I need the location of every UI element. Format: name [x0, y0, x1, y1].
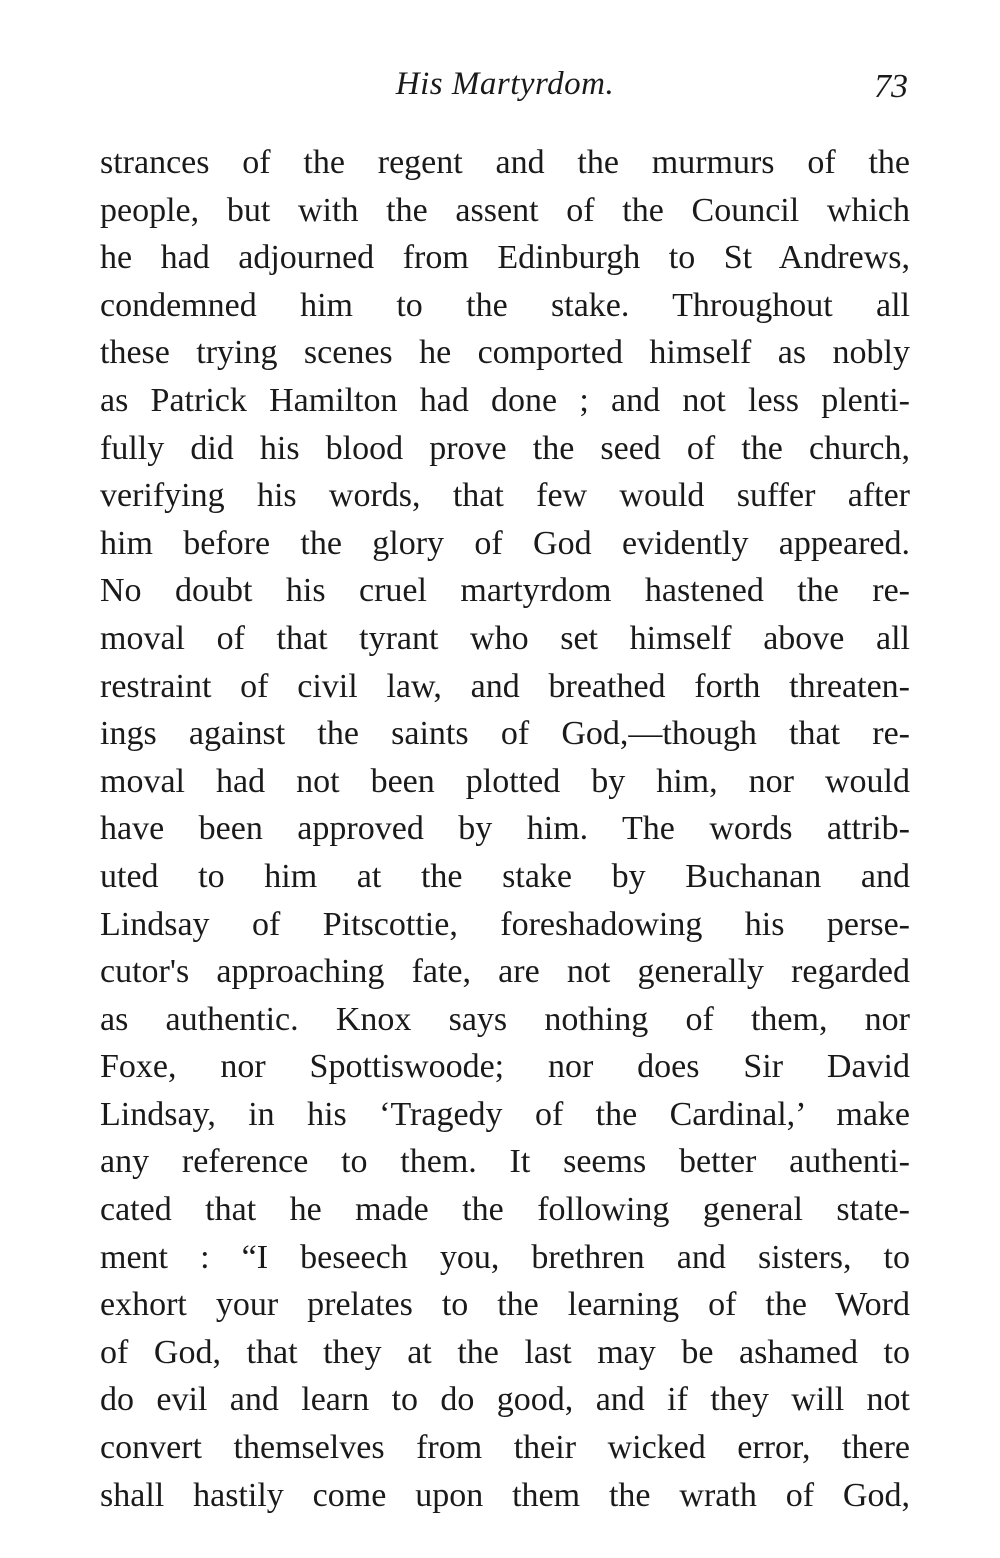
- text-line: fully did his blood prove the seed of the church,: [100, 429, 910, 467]
- text-line: cated that he made the following general state-: [100, 1191, 910, 1229]
- text-line: as authentic. Knox says nothing of them, nor: [100, 1000, 910, 1038]
- running-head: [100, 66, 910, 116]
- text-line: restraint of civil law, and breathed forth threaten-: [100, 667, 910, 705]
- body-text: [100, 139, 910, 1519]
- text-line: shall hastily come upon them the wrath of God,: [100, 1476, 910, 1514]
- text-line: ings against the saints of God,—though that re-: [100, 715, 910, 753]
- text-line: he had adjourned from Edinburgh to St Andrews,: [100, 239, 910, 277]
- text-line: verifying his words, that few would suffer after: [100, 477, 910, 515]
- running-title: His Martyrdom.: [395, 66, 615, 102]
- text-line: do evil and learn to do good, and if they will not: [100, 1381, 910, 1419]
- text-line: cutor's approaching fate, are not generally regarded: [100, 953, 910, 991]
- text-line: ment : “I beseech you, brethren and sisters, to: [100, 1238, 910, 1276]
- text-line: these trying scenes he comported himself as nobly: [100, 334, 910, 372]
- text-line: as Patrick Hamilton had done ; and not less plenti-: [100, 381, 910, 419]
- text-line: strances of the regent and the murmurs of the: [100, 144, 910, 181]
- text-line: people, but with the assent of the Council which: [100, 191, 910, 229]
- text-line: of God, that they at the last may be ashamed to: [100, 1333, 910, 1371]
- text-line: Lindsay of Pitscottie, foreshadowing his perse-: [100, 905, 910, 943]
- text-line: convert themselves from their wicked error, there: [100, 1429, 910, 1467]
- text-line: condemned him to the stake. Throughout all: [100, 286, 910, 324]
- text-line: Lindsay, in his ‘Tragedy of the Cardinal,’ make: [100, 1095, 910, 1133]
- text-line: moval had not been plotted by him, nor would: [100, 762, 910, 800]
- text-line: uted to him at the stake by Buchanan and: [100, 857, 910, 895]
- text-line: exhort your prelates to the learning of the Word: [100, 1286, 910, 1324]
- text-line: any reference to them. It seems better authenti-: [100, 1143, 910, 1181]
- page-number: 73: [874, 68, 908, 105]
- text-line: him before the glory of God evidently appeared.: [100, 524, 910, 562]
- text-line: have been approved by him. The words attrib-: [100, 810, 910, 848]
- text-line: No doubt his cruel martyrdom hastened the re-: [100, 572, 910, 610]
- text-line: Foxe, nor Spottiswoode; nor does Sir David: [100, 1048, 910, 1086]
- text-line: moval of that tyrant who set himself above all: [100, 619, 910, 657]
